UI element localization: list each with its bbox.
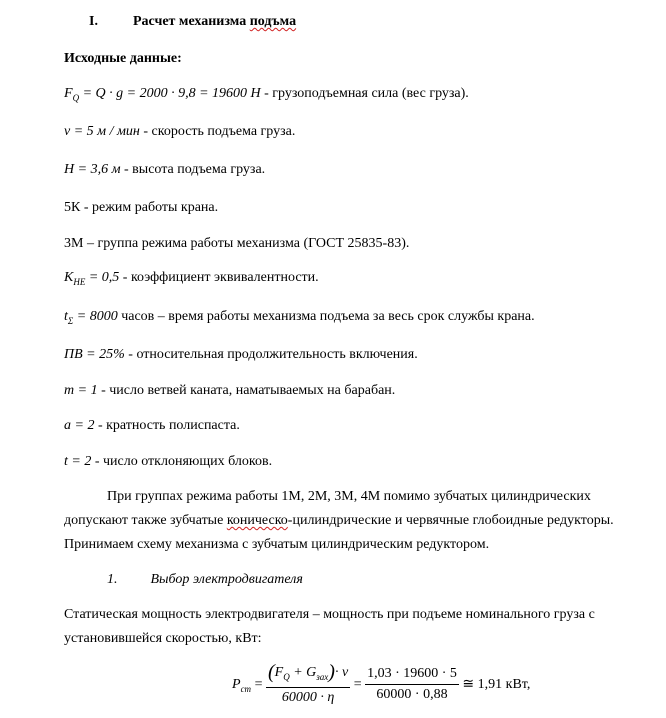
item-rope-branches: m = 1 - число ветвей каната, наматываемых на барабан. [64, 383, 396, 398]
initial-data-label: Исходные данные: [64, 51, 182, 66]
section-heading [89, 14, 296, 30]
section-title-misspelled: подъма [249, 14, 297, 29]
fraction-numeric: $\frac{1,03 \cdot 19600 \cdot 5}{60000 \cdot 0,88}$ [367, 666, 457, 703]
paragraph-line-3: Принимаем схему механизма с зубчатым цилиндрическим редуктором. [64, 537, 490, 552]
power-equation: $P_{ст}$ = $\frac{(F_Q + G_{зах})\cdot v}{60000 \cdot \eta}$ = $\frac{1,03 \cdot 19600 \cdot 5}{60000 \cdot 0,88}$ ≅ 1,91 кВт, [232, 661, 531, 705]
item-height: H = 3,6 м - высота подъема груза. [64, 162, 266, 177]
item-mechanism-group: 3М – группа режима работы механизма (ГОСТ 25835-83). [64, 236, 410, 251]
subsection-title: Выбор электродвигателя [150, 572, 303, 587]
section-number: I. [89, 14, 98, 29]
paragraph-line-1: При группах режима работы 1М, 2М, 3М, 4М помимо зубчатых цилиндрических [107, 489, 591, 504]
subsection-number: 1. [107, 572, 118, 587]
item-load-force: $F_Q = Q \cdot g = 2000 \cdot 9,8 = 19600$ Н - грузоподъемная сила (вес груза). [64, 86, 469, 103]
item-deflecting-blocks: t = 2 - число отклоняющих блоков. [64, 454, 273, 469]
item-speed: v = 5 м / мин - скорость подъема груза. [64, 124, 296, 139]
static-power-line-1: Статическая мощность электродвигателя – мощность при подъеме номинального груза с [64, 607, 595, 622]
section-title: Расчет механизма [132, 14, 250, 29]
item-duty-cycle: ПВ = 25% - относительная продолжительность включения. [64, 347, 418, 362]
paragraph-line-2: допускают также зубчатые коническо-цилиндрические и червячные глобоидные редукторы. [64, 513, 614, 528]
subsection-heading [107, 572, 303, 588]
item-equivalence-coef: $K_{НЕ} = 0,5$ - коэффициент эквивалентности. [64, 270, 319, 287]
equation-result: ≅ 1,91 кВт, [462, 676, 531, 692]
item-service-time: $t_\Sigma = 8000$ часов – время работы механизма подъема за весь срок службы крана. [64, 309, 535, 326]
item-pulley-ratio: a = 2 - кратность полиспаста. [64, 418, 240, 433]
fraction-formula: $\frac{(F_Q + G_{зах})\cdot v}{60000 \cdot \eta}$ [267, 661, 349, 705]
item-crane-regime: 5К - режим работы крана. [64, 200, 219, 215]
static-power-line-2: установившейся скоростью, кВт: [64, 631, 262, 646]
